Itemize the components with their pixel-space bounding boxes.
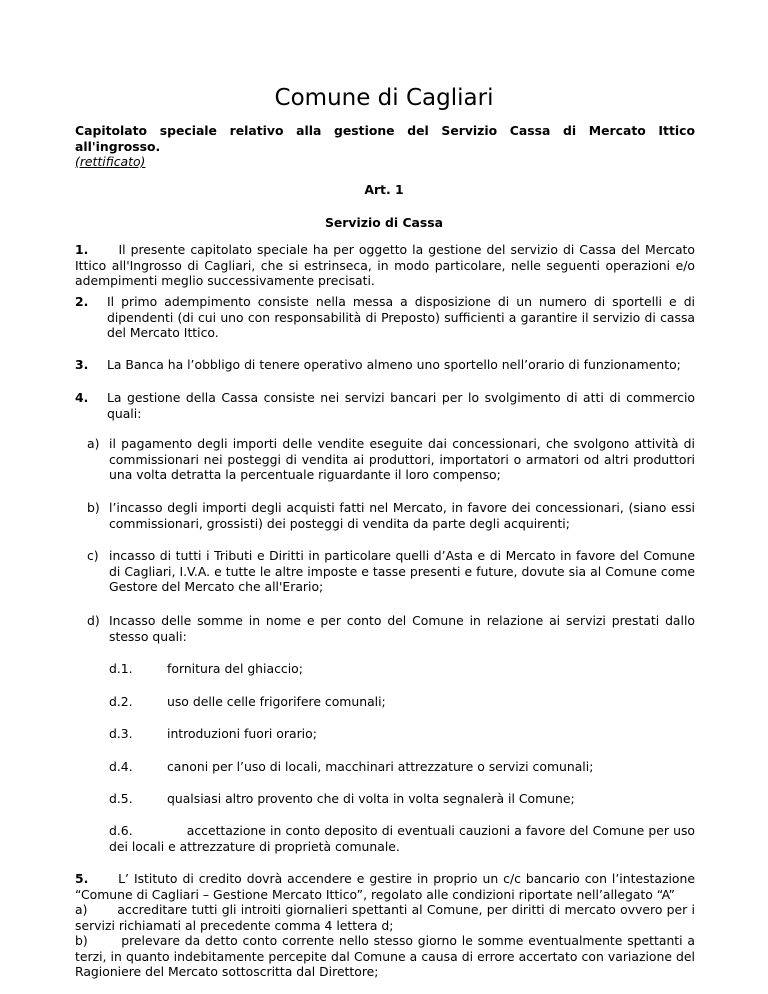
list-item-c-letter: c)	[87, 548, 99, 563]
subitem-d1-number: d.1.	[109, 661, 133, 676]
paragraph-5-a-letter: a)	[75, 902, 88, 917]
paragraph-2	[75, 294, 695, 341]
subitem-d6-text: accettazione in conto deposito di eventuali cauzioni a favore del Comune per uso dei locali e attrezzature di proprietà comunale.	[109, 823, 696, 854]
paragraph-3-number: 3.	[75, 357, 89, 372]
subitem-d2-text: uso delle celle frigorifere comunali;	[167, 694, 386, 709]
subitem-d4-number: d.4.	[109, 759, 133, 774]
article-number: Art. 1	[364, 182, 404, 197]
subtitle-text: Capitolato speciale relativo alla gestione del Servizio Cassa di Mercato Ittico all'ingrosso.	[75, 123, 695, 154]
list-item-a-letter: a)	[87, 436, 100, 451]
subitem-d2-number: d.2.	[109, 694, 133, 709]
list-item-b-letter: b)	[87, 500, 100, 515]
subitem-d1-text: fornitura del ghiaccio;	[167, 661, 303, 676]
paragraph-5-text: L’ Istituto di credito dovrà accendere e gestire in proprio un c/c bancario con l’intestazione “Comune di Cagliari – Gestione Mercato Ittico”, regolato alle condizioni riportate nell’allegato “A”	[75, 871, 695, 902]
list-item-a	[87, 436, 695, 483]
paragraph-5	[75, 871, 695, 980]
subitem-d3-number: d.3.	[109, 726, 133, 741]
paragraph-3	[75, 357, 695, 373]
list-item-d	[87, 613, 695, 644]
paragraph-5-b-text: prelevare da detto conto corrente nello stesso giorno le somme eventualmente spettanti a terzi, in quanto indebitamente percepite dal Comune a causa di errore accertato con variazione del Ragioniere del Mercato sottoscritta dal Direttore;	[75, 933, 695, 979]
paragraph-5-a-text: accreditare tutti gli introiti giornalieri spettanti al Comune, per diritti di mercato ovvero per i servizi richiamati al precedente comma 4 lettera d;	[75, 902, 695, 933]
paragraph-5-b-letter: b)	[75, 933, 88, 948]
list-item-b	[87, 500, 695, 531]
subitem-d5-text: qualsiasi altro provento che di volta in volta segnalerà il Comune;	[167, 791, 575, 806]
list-item-c-text: incasso di tutti i Tributi e Diritti in particolare quelli d’Asta e di Mercato in favore del Comune di Cagliari, I.V.A. e tutte le altre imposte e tasse presenti e future, dovute sia al Comune come Gestore del Mercato che all'Erario;	[109, 548, 695, 594]
document-subtitle	[75, 123, 695, 170]
paragraph-2-text: Il primo adempimento consiste nella messa a disposizione di un numero di sportelli e di dipendenti (di cui uno con responsabilità di Preposto) sufficienti a garantire il servizio di cassa del Mercato Ittico.	[107, 294, 695, 340]
subitem-d6	[109, 823, 695, 854]
paragraph-1	[75, 242, 695, 289]
list-item-b-text: l’incasso degli importi degli acquisti fatti nel Mercato, in favore dei concessionari, (siano essi commissionari, grossisti) dei posteggi di vendita da parte degli acquirenti;	[109, 500, 695, 531]
list-item-d-letter: d)	[87, 613, 100, 628]
subitem-d5-number: d.5.	[109, 791, 133, 806]
paragraph-5-number: 5.	[75, 871, 89, 886]
paragraph-2-number: 2.	[75, 294, 89, 309]
list-item-a-text: il pagamento degli importi delle vendite eseguite dai concessionari, che svolgono attività di commissionari nei posteggi di vendita ai produttori, importatori o armatori od altri produttori una volta detratta la percentuale riguardante il loro compenso;	[109, 436, 695, 482]
list-item-c	[87, 548, 695, 595]
paragraph-3-text: La Banca ha l’obbligo di tenere operativo almeno uno sportello nell’orario di funzionamento;	[107, 357, 681, 372]
paragraph-4-text: La gestione della Cassa consiste nei servizi bancari per lo svolgimento di atti di commercio quali:	[107, 390, 695, 421]
subitem-d3-text: introduzioni fuori orario;	[167, 726, 317, 741]
paragraph-1-number: 1.	[75, 242, 89, 257]
rettificato-note: (rettificato)	[75, 154, 146, 169]
document-title: Comune di Cagliari	[274, 85, 494, 111]
article-heading: Servizio di Cassa	[324, 215, 444, 230]
paragraph-4	[75, 390, 695, 421]
paragraph-4-number: 4.	[75, 390, 89, 405]
paragraph-1-text: Il presente capitolato speciale ha per oggetto la gestione del servizio di Cassa del Mercato Ittico all'Ingrosso di Cagliari, che si estrinseca, in modo particolare, nelle seguenti operazioni e/o adempimenti meglio successivamente precisati.	[75, 242, 695, 288]
subitem-d6-number: d.6.	[109, 823, 133, 838]
list-item-d-text: Incasso delle somme in nome e per conto del Comune in relazione ai servizi prestati dallo stesso quali:	[109, 613, 695, 644]
subitem-d4-text: canoni per l’uso di locali, macchinari attrezzature o servizi comunali;	[167, 759, 594, 774]
